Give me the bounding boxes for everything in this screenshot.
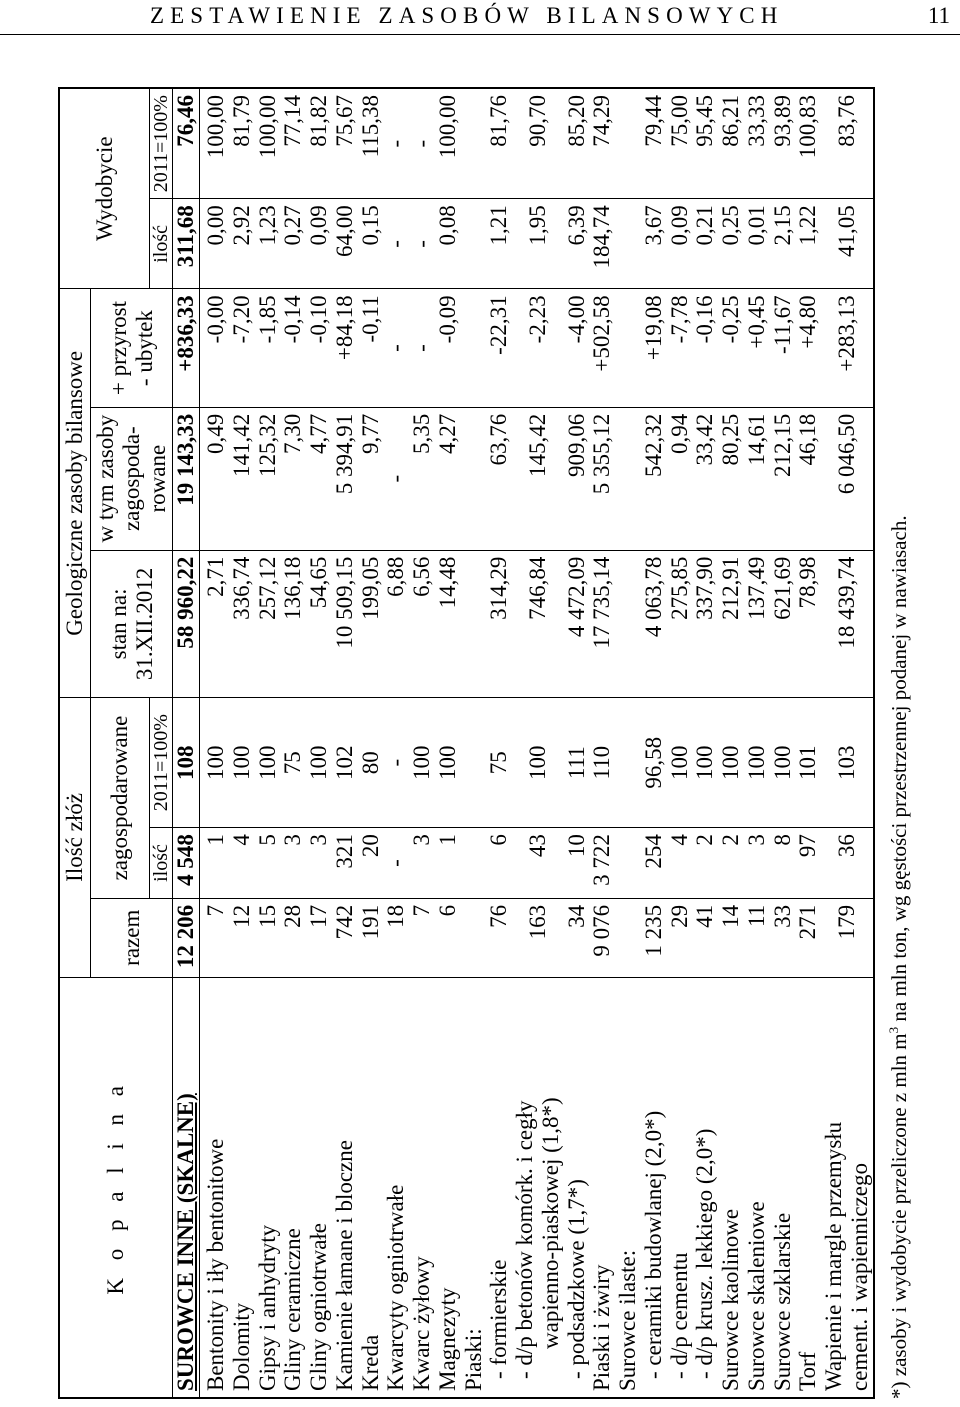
cell-zag-pct: 80 — [358, 698, 384, 828]
table-row — [718, 88, 744, 1398]
cell-zag-ilosc: 4 — [229, 828, 255, 899]
cell-zag-pct: 75 — [486, 698, 512, 828]
cell-przyrost: -7,20 — [229, 289, 255, 407]
cell-wyd-ilosc: 0,00 — [200, 199, 229, 289]
cell-wyd-pct: 79,44 — [641, 88, 667, 199]
cell-stan: 314,29 — [486, 550, 512, 698]
cell-przyrost: +0,45 — [744, 289, 770, 407]
cell-zag-ilosc: 254 — [641, 828, 667, 899]
cell-razem: 163 — [512, 898, 564, 977]
cell-zag-ilosc: 10 — [564, 828, 590, 899]
table-row — [744, 88, 770, 1398]
cell-wyd-pct: 100,00 — [200, 88, 229, 199]
cell-name: - podsadzkowe (1,7*) — [564, 977, 590, 1398]
cell-wyd-ilosc: 1,23 — [255, 199, 281, 289]
page-header — [0, 0, 960, 35]
cell-zag-ilosc: 5 — [255, 828, 281, 899]
running-title: ZESTAWIENIE ZASOBÓW BILANSOWYCH — [150, 3, 784, 28]
cell-zag-pct: 100 — [200, 698, 229, 828]
cell-zag-ilosc: 3 — [409, 828, 435, 899]
cell-wyd-pct: 100,83 — [795, 88, 821, 199]
cell-razem: 17 — [306, 898, 332, 977]
cell-stan: 4 063,78 — [641, 550, 667, 698]
header-razem: razem — [91, 898, 173, 977]
table-row — [770, 88, 796, 1398]
cell-name: Bentonity i iły bentonitowe — [200, 977, 229, 1398]
cell-razem: 18 — [383, 898, 409, 977]
cell-w-tym: 5,35 — [409, 407, 435, 550]
cell-name: Gliny ceramiczne — [280, 977, 306, 1398]
cell-zag-ilosc: 6 — [486, 828, 512, 899]
cell-stan: 257,12 — [255, 550, 281, 698]
cell-razem: 14 — [718, 898, 744, 977]
cell-stan: 4 472,09 — [564, 550, 590, 698]
cell-razem: 7 — [409, 898, 435, 977]
cell-wyd-ilosc: 0,21 — [692, 199, 718, 289]
table-row — [229, 88, 255, 1398]
cell-zag-ilosc: - — [383, 828, 409, 899]
cell-wyd-ilosc — [615, 199, 641, 289]
cell-przyrost: -4,00 — [564, 289, 590, 407]
header-zagospodarowane: zagospodarowane — [91, 698, 150, 899]
table-row — [409, 88, 435, 1398]
header-ilosc-zloz: Ilość złóż — [59, 698, 91, 977]
cell-razem — [461, 898, 487, 977]
cell-wyd-pct: - — [409, 88, 435, 199]
header-przyrost — [91, 289, 173, 407]
cell-zag-pct: 100 — [435, 698, 461, 828]
cell-w-tym: 5 394,91 — [332, 407, 358, 550]
cell-w-tym — [615, 407, 641, 550]
cell-razem: 28 — [280, 898, 306, 977]
cell-przyrost — [615, 289, 641, 407]
cell-w-tym — [461, 407, 487, 550]
cell-zag-pct: 110 — [589, 698, 615, 828]
table-row — [435, 88, 461, 1398]
cell-stan: 275,85 — [667, 550, 693, 698]
cell-wyd-ilosc: 2,15 — [770, 199, 796, 289]
cell-przyrost: +4,80 — [795, 289, 821, 407]
cell-razem: 11 — [744, 898, 770, 977]
cell-przyrost: +19,08 — [641, 289, 667, 407]
cell-zag-ilosc: 8 — [770, 828, 796, 899]
cell-wyd-ilosc: 0,01 — [744, 199, 770, 289]
cell-zag-pct: - — [383, 698, 409, 828]
cell-razem: 742 — [332, 898, 358, 977]
cell-w-tym: 0,49 — [200, 407, 229, 550]
table-row — [255, 88, 281, 1398]
cell-name: Kreda — [358, 977, 384, 1398]
cell-razem: 12 206 — [173, 898, 200, 977]
cell-w-tym: 125,32 — [255, 407, 281, 550]
cell-stan: 199,05 — [358, 550, 384, 698]
cell-name: - d/p krusz. lekkiego (2,0*) — [692, 977, 718, 1398]
cell-w-tym: 542,32 — [641, 407, 667, 550]
cell-name: Kwarc żyłowy — [409, 977, 435, 1398]
cell-stan: 18 439,74 — [821, 550, 874, 698]
cell-zag-ilosc: 4 548 — [173, 828, 200, 899]
cell-w-tym: 7,30 — [280, 407, 306, 550]
cell-wyd-pct: 77,14 — [280, 88, 306, 199]
cell-przyrost: -2,23 — [512, 289, 564, 407]
cell-zag-pct: 100 — [692, 698, 718, 828]
cell-zag-ilosc — [461, 828, 487, 899]
table-row — [589, 88, 615, 1398]
cell-w-tym: - — [383, 407, 409, 550]
cell-wyd-pct: 115,38 — [358, 88, 384, 199]
cell-w-tym: 212,15 — [770, 407, 796, 550]
cell-name — [512, 977, 564, 1398]
cell-w-tym: 4,27 — [435, 407, 461, 550]
cell-razem: 34 — [564, 898, 590, 977]
cell-w-tym: 80,25 — [718, 407, 744, 550]
cell-razem: 15 — [255, 898, 281, 977]
cell-zag-pct: 75 — [280, 698, 306, 828]
cell-zag-pct: 100 — [718, 698, 744, 828]
rotated-content — [0, 87, 960, 1407]
cell-razem: 76 — [486, 898, 512, 977]
cell-stan: 137,49 — [744, 550, 770, 698]
cell-razem: 29 — [667, 898, 693, 977]
cell-stan: 54,65 — [306, 550, 332, 698]
resources-table — [58, 87, 875, 1399]
header-stan-na-line2: 31.XII.2012 — [131, 567, 157, 681]
cell-w-tym: 9,77 — [358, 407, 384, 550]
cell-wyd-ilosc: 3,67 — [641, 199, 667, 289]
cell-wyd-ilosc: 0,09 — [667, 199, 693, 289]
cell-zag-pct: 103 — [821, 698, 874, 828]
cell-zag-ilosc — [615, 828, 641, 899]
cell-zag-ilosc: 43 — [512, 828, 564, 899]
cell-zag-ilosc: 2 — [718, 828, 744, 899]
table-wrapper — [58, 87, 875, 1399]
cell-razem: 6 — [435, 898, 461, 977]
cell-przyrost: -11,67 — [770, 289, 796, 407]
cell-name-line2: cement. i wapienniczego — [846, 1163, 872, 1391]
footnote — [886, 515, 912, 1399]
cell-w-tym: 33,42 — [692, 407, 718, 550]
cell-name: Dolomity — [229, 977, 255, 1398]
cell-przyrost: - — [409, 289, 435, 407]
cell-wyd-ilosc: 41,05 — [821, 199, 874, 289]
table-row — [173, 88, 200, 1398]
cell-przyrost: -7,78 — [667, 289, 693, 407]
cell-zag-ilosc: 3 722 — [589, 828, 615, 899]
cell-zag-pct: 96,58 — [641, 698, 667, 828]
cell-w-tym: 14,61 — [744, 407, 770, 550]
table-row — [332, 88, 358, 1398]
cell-zag-ilosc: 4 — [667, 828, 693, 899]
cell-wyd-pct: 100,00 — [255, 88, 281, 199]
cell-wyd-ilosc: 184,74 — [589, 199, 615, 289]
cell-wyd-pct: 95,45 — [692, 88, 718, 199]
cell-zag-ilosc: 2 — [692, 828, 718, 899]
cell-zag-ilosc: 3 — [306, 828, 332, 899]
cell-name: Kwarcyty ogniotrwałe — [383, 977, 409, 1398]
cell-wyd-ilosc: 311,68 — [173, 199, 200, 289]
cell-zag-pct: 100 — [744, 698, 770, 828]
cell-wyd-pct: 90,70 — [512, 88, 564, 199]
cell-zag-pct: 100 — [306, 698, 332, 828]
table-row — [795, 88, 821, 1398]
cell-wyd-ilosc: 1,21 — [486, 199, 512, 289]
cell-zag-pct: 108 — [173, 698, 200, 828]
cell-wyd-ilosc — [461, 199, 487, 289]
cell-przyrost: -22,31 — [486, 289, 512, 407]
cell-zag-pct: 111 — [564, 698, 590, 828]
cell-wyd-pct: 81,82 — [306, 88, 332, 199]
cell-przyrost: +283,13 — [821, 289, 874, 407]
cell-przyrost: - — [383, 289, 409, 407]
cell-name: Surowce skaleniowe — [744, 977, 770, 1398]
cell-zag-ilosc: 1 — [200, 828, 229, 899]
header-w-tym-line1: w tym zasoby — [93, 414, 119, 543]
cell-zag-pct: 100 — [667, 698, 693, 828]
cell-wyd-ilosc: 1,95 — [512, 199, 564, 289]
cell-wyd-pct: 81,79 — [229, 88, 255, 199]
cell-wyd-ilosc: - — [409, 199, 435, 289]
cell-name: Torf — [795, 977, 821, 1398]
cell-wyd-ilosc: 2,92 — [229, 199, 255, 289]
cell-name: Surowce szklarskie — [770, 977, 796, 1398]
table-body — [173, 88, 874, 1398]
cell-wyd-pct: 86,21 — [718, 88, 744, 199]
cell-stan: 212,91 — [718, 550, 744, 698]
cell-wyd-pct: 75,67 — [332, 88, 358, 199]
cell-stan: 14,48 — [435, 550, 461, 698]
cell-name: - ceramiki budowlanej (2,0*) — [641, 977, 667, 1398]
table-row — [564, 88, 590, 1398]
cell-wyd-pct: 33,33 — [744, 88, 770, 199]
cell-stan: 136,18 — [280, 550, 306, 698]
header-w-tym — [91, 407, 173, 550]
cell-zag-pct — [461, 698, 487, 828]
cell-zag-ilosc: 321 — [332, 828, 358, 899]
cell-name-line1: Wapienie i margle przemysłu — [821, 1121, 847, 1391]
cell-przyrost: -1,85 — [255, 289, 281, 407]
cell-wyd-pct: 81,76 — [486, 88, 512, 199]
cell-wyd-ilosc: 0,27 — [280, 199, 306, 289]
cell-w-tym: 63,76 — [486, 407, 512, 550]
cell-razem: 9 076 — [589, 898, 615, 977]
cell-wyd-ilosc: 6,39 — [564, 199, 590, 289]
table-row — [461, 88, 487, 1398]
table-row — [821, 88, 874, 1398]
header-kopalina: K o p a l i n a — [59, 977, 173, 1398]
table-row — [615, 88, 641, 1398]
cell-stan: 746,84 — [512, 550, 564, 698]
cell-stan: 78,98 — [795, 550, 821, 698]
cell-wyd-ilosc: - — [383, 199, 409, 289]
cell-wyd-ilosc: 0,15 — [358, 199, 384, 289]
cell-wyd-pct: 100,00 — [435, 88, 461, 199]
header-przyrost-line1: + przyrost — [105, 301, 131, 396]
table-row — [280, 88, 306, 1398]
table-row — [692, 88, 718, 1398]
cell-wyd-pct: 85,20 — [564, 88, 590, 199]
cell-w-tym: 4,77 — [306, 407, 332, 550]
cell-przyrost: +502,58 — [589, 289, 615, 407]
cell-w-tym: 909,06 — [564, 407, 590, 550]
cell-name: Piaski: — [461, 977, 487, 1398]
cell-name: Piaski i żwiry — [589, 977, 615, 1398]
cell-w-tym: 141,42 — [229, 407, 255, 550]
cell-razem: 179 — [821, 898, 874, 977]
cell-zag-ilosc: 3 — [280, 828, 306, 899]
cell-wyd-pct — [615, 88, 641, 199]
cell-w-tym: 5 355,12 — [589, 407, 615, 550]
cell-wyd-ilosc: 1,22 — [795, 199, 821, 289]
cell-przyrost: -0,00 — [200, 289, 229, 407]
cell-przyrost: -0,09 — [435, 289, 461, 407]
cell-przyrost: -0,11 — [358, 289, 384, 407]
cell-name: - formierskie — [486, 977, 512, 1398]
cell-stan — [461, 550, 487, 698]
cell-name-line1: - d/p betonów komórk. i cegły — [512, 1100, 538, 1379]
cell-zag-ilosc: 97 — [795, 828, 821, 899]
cell-stan: 17 735,14 — [589, 550, 615, 698]
header-stan-na — [91, 550, 173, 698]
table-row — [667, 88, 693, 1398]
cell-name: Magnezyty — [435, 977, 461, 1398]
header-wydobycie: Wydobycie — [59, 88, 150, 289]
header-geologiczne: Geologiczne zasoby bilansowe — [59, 289, 91, 698]
cell-w-tym: 6 046,50 — [821, 407, 874, 550]
cell-wyd-ilosc: 0,09 — [306, 199, 332, 289]
cell-wyd-ilosc: 64,00 — [332, 199, 358, 289]
cell-wyd-pct: 83,76 — [821, 88, 874, 199]
footnote-text-a: zasoby i wydobycie przeliczone z mln m — [887, 1033, 911, 1377]
cell-zag-ilosc: 20 — [358, 828, 384, 899]
table-row — [486, 88, 512, 1398]
cell-razem: 271 — [795, 898, 821, 977]
cell-name — [821, 977, 874, 1398]
header-w-tym-line2: zagospoda- — [118, 426, 144, 532]
cell-przyrost: -0,14 — [280, 289, 306, 407]
cell-wyd-pct: - — [383, 88, 409, 199]
cell-stan: 10 509,15 — [332, 550, 358, 698]
cell-stan: 337,90 — [692, 550, 718, 698]
header-wyd-ilosc: ilość — [150, 199, 173, 289]
header-w-tym-line3: rowane — [144, 444, 170, 513]
cell-zag-ilosc: 3 — [744, 828, 770, 899]
cell-name: Surowce ilaste: — [615, 977, 641, 1398]
cell-razem: 12 — [229, 898, 255, 977]
table-row — [306, 88, 332, 1398]
cell-wyd-ilosc: 0,25 — [718, 199, 744, 289]
cell-zag-pct: 100 — [255, 698, 281, 828]
cell-zag-ilosc: 36 — [821, 828, 874, 899]
cell-name: Kamienie łamane i bloczne — [332, 977, 358, 1398]
cell-razem: 191 — [358, 898, 384, 977]
cell-razem — [615, 898, 641, 977]
cell-wyd-ilosc: 0,08 — [435, 199, 461, 289]
cell-przyrost: -0,25 — [718, 289, 744, 407]
cell-razem: 1 235 — [641, 898, 667, 977]
cell-przyrost — [461, 289, 487, 407]
cell-przyrost: +84,18 — [332, 289, 358, 407]
cell-stan: 2,71 — [200, 550, 229, 698]
cell-zag-pct: 102 — [332, 698, 358, 828]
cell-zag-pct: 101 — [795, 698, 821, 828]
table-row — [358, 88, 384, 1398]
cell-name-line2: wapienno-piaskowej (1,8*) — [537, 1097, 563, 1349]
cell-zag-pct: 100 — [409, 698, 435, 828]
cell-przyrost: -0,10 — [306, 289, 332, 407]
cell-razem: 7 — [200, 898, 229, 977]
cell-zag-pct: 100 — [512, 698, 564, 828]
cell-stan: 6,88 — [383, 550, 409, 698]
cell-stan: 58 960,22 — [173, 550, 200, 698]
table-row — [641, 88, 667, 1398]
cell-stan: 6,56 — [409, 550, 435, 698]
cell-name: Gipsy i anhydryty — [255, 977, 281, 1398]
cell-w-tym: 46,18 — [795, 407, 821, 550]
cell-w-tym: 19 143,33 — [173, 407, 200, 550]
header-przyrost-line2: - ubytek — [131, 310, 157, 387]
cell-razem: 33 — [770, 898, 796, 977]
cell-zag-pct — [615, 698, 641, 828]
cell-w-tym: 0,94 — [667, 407, 693, 550]
cell-przyrost: -0,16 — [692, 289, 718, 407]
cell-wyd-pct: 76,46 — [173, 88, 200, 199]
table-row — [383, 88, 409, 1398]
cell-name: Surowce kaolinowe — [718, 977, 744, 1398]
table-row — [512, 88, 564, 1398]
table-row — [200, 88, 229, 1398]
header-stan-na-line1: stan na: — [105, 588, 131, 660]
cell-stan — [615, 550, 641, 698]
cell-wyd-pct — [461, 88, 487, 199]
cell-razem: 41 — [692, 898, 718, 977]
cell-wyd-pct: 75,00 — [667, 88, 693, 199]
header-zag-pct: 2011=100% — [150, 698, 173, 828]
header-wyd-pct: 2011=100% — [150, 88, 173, 199]
footnote-sup: 3 — [886, 1026, 901, 1034]
cell-stan: 621,69 — [770, 550, 796, 698]
page-number: 11 — [927, 3, 950, 28]
cell-zag-ilosc: 1 — [435, 828, 461, 899]
cell-wyd-pct: 74,29 — [589, 88, 615, 199]
cell-name: Gliny ogniotrwałe — [306, 977, 332, 1398]
cell-przyrost: +836,33 — [173, 289, 200, 407]
footnote-text-b: na mln ton, wg gęstości przestrzennej podanej w nawiasach. — [887, 515, 911, 1027]
cell-zag-pct: 100 — [770, 698, 796, 828]
footnote-marker: *) — [887, 1381, 911, 1399]
cell-stan: 336,74 — [229, 550, 255, 698]
cell-name: - d/p cementu — [667, 977, 693, 1398]
cell-zag-pct: 100 — [229, 698, 255, 828]
cell-w-tym: 145,42 — [512, 407, 564, 550]
cell-name: SUROWCE INNE (SKALNE) — [173, 977, 200, 1398]
cell-wyd-pct: 93,89 — [770, 88, 796, 199]
header-zag-ilosc: ilość — [150, 828, 173, 899]
